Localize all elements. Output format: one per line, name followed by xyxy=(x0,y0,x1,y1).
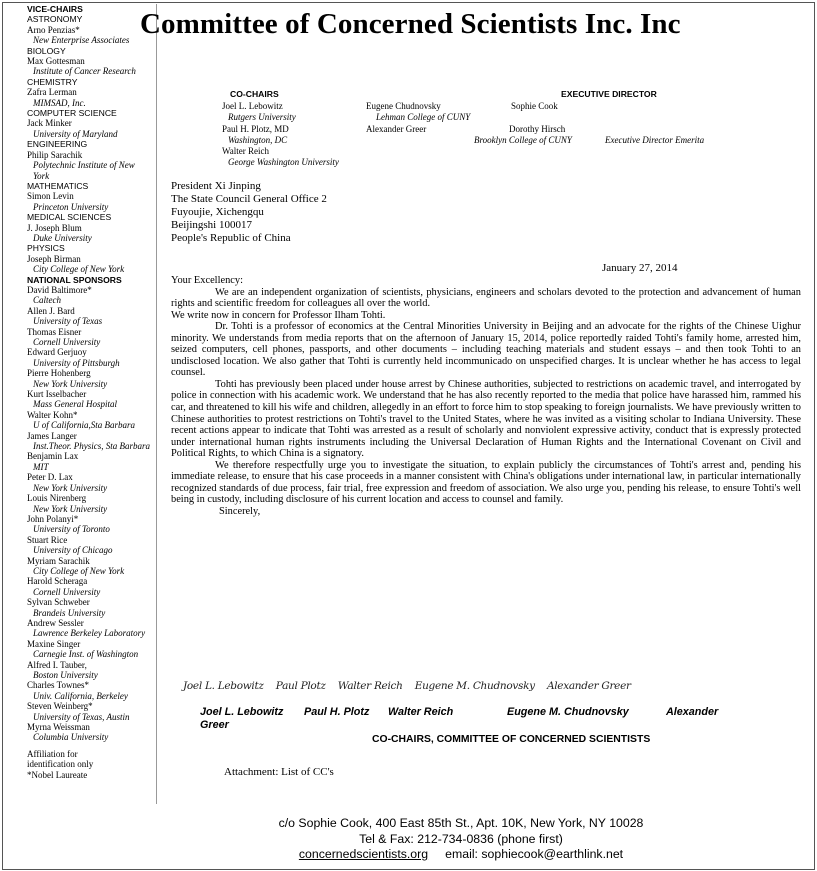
roster-section-heading: CHEMISTRY xyxy=(27,76,78,87)
roster-name: Kurt Isselbacher xyxy=(27,389,87,400)
roster-name: Stuart Rice xyxy=(27,534,68,545)
address-line: People's Republic of China xyxy=(171,232,291,244)
roster-name: Joseph Birman xyxy=(27,253,81,264)
roster-name: James Langer xyxy=(27,430,77,441)
roster-name: Peter D. Lax xyxy=(27,472,73,483)
emerita-affiliation: Brooklyn College of CUNY xyxy=(474,135,572,145)
roster-affiliation: University of Toronto xyxy=(33,524,110,535)
roster-name: Charles Townes* xyxy=(27,680,89,691)
roster-affiliation: Polytechnic Institute of New xyxy=(33,160,135,171)
roster-affiliation: University of Pittsburgh xyxy=(33,357,120,368)
roster-affiliation: Cornell University xyxy=(33,337,101,347)
roster-affiliation: University of Maryland xyxy=(33,128,118,139)
signature: Paul Plotz xyxy=(275,680,326,692)
roster-group-heading: VICE-CHAIRS xyxy=(27,4,83,14)
address-line: President Xi Jinping xyxy=(171,180,261,192)
executive-director-name: Sophie Cook xyxy=(511,101,558,111)
roster-name: John Polanyi* xyxy=(27,513,79,524)
roster-section-heading: BIOLOGY xyxy=(27,45,66,56)
signatory-name: Alexander xyxy=(666,706,719,718)
roster-name: Arno Penzias* xyxy=(27,24,80,35)
roster-affiliation: Lawrence Berkeley Laboratory xyxy=(33,628,146,639)
roster-group-heading: NATIONAL SPONSORS xyxy=(27,274,122,285)
roster-affiliation: Boston University xyxy=(33,670,98,680)
letterhead-title: Committee of Concerned Scientists Inc. Inc xyxy=(140,8,681,40)
roster-affiliation: City College of New York xyxy=(33,565,125,576)
roster-affiliation: New York University xyxy=(33,503,108,514)
roster-name: Zafra Lerman xyxy=(27,87,77,98)
roster-name: Walter Kohn* xyxy=(27,409,78,420)
cochairs-committee-line: CO-CHAIRS, COMMITTEE OF CONCERNED SCIENTISTS xyxy=(372,734,651,745)
signature: Walter Reich xyxy=(337,680,403,692)
roster-name: Philip Sarachik xyxy=(27,149,83,160)
roster-section-heading: MATHEMATICS xyxy=(27,180,89,191)
roster-section-heading: MEDICAL SCIENCES xyxy=(27,212,112,223)
roster-affiliation: Institute of Cancer Research xyxy=(33,66,136,77)
cochair-name: Paul H. Plotz, MD xyxy=(222,124,289,134)
roster-affiliation: University of Texas, Austin xyxy=(33,711,130,722)
paragraph: We are an independent organization of scientists, physicians, engineers and scholars devoted to the protection and advancement of human rights and scientific freedom for colleagues all over the world. xyxy=(171,286,801,310)
address-line: Fuyoujie, Xichengqu xyxy=(171,206,264,218)
roster-affiliation: Univ. California, Berkeley xyxy=(33,690,128,701)
email-link[interactable]: sophiecook@earthlink.net xyxy=(481,847,624,861)
roster-name: David Baltimore* xyxy=(27,284,92,295)
roster-name: Alfred I. Tauber, xyxy=(27,659,87,670)
roster-affiliation: Brandeis University xyxy=(33,607,106,618)
footer-contact xyxy=(226,847,696,863)
roster-section-heading: PHYSICS xyxy=(27,243,65,254)
recipient-address xyxy=(171,180,327,245)
roster-affiliation: Caltech xyxy=(33,295,61,306)
roster-name: Jack Minker xyxy=(27,118,72,129)
cochairs-heading: CO-CHAIRS xyxy=(230,89,279,99)
roster-affiliation: Duke University xyxy=(33,232,92,243)
attachment-note: Attachment: List of CC's xyxy=(224,766,334,778)
roster-name: Myriam Sarachik xyxy=(27,555,90,566)
address-line: The State Council General Office 2 xyxy=(171,193,327,205)
roster-affiliation: Carnegie Inst. of Washington xyxy=(33,649,139,660)
footer-address: c/o Sophie Cook, 400 East 85th St., Apt. 10K, New York, NY 10028 xyxy=(278,816,644,830)
roster-name: Edward Gerjuoy xyxy=(27,347,87,358)
cochair-affiliation: George Washington University xyxy=(228,157,339,167)
roster-affiliation: New York University xyxy=(33,378,108,389)
website-link[interactable]: concernedscientists.org xyxy=(298,847,429,861)
roster-name: Myrna Weissman xyxy=(27,722,90,733)
roster-affiliation: Columbia University xyxy=(33,732,109,743)
roster-name: Benjamin Lax xyxy=(27,451,79,462)
closing: Sincerely, xyxy=(219,505,261,517)
roster-name: Andrew Sessler xyxy=(27,617,84,628)
cochair-affiliation: Lehman College of CUNY xyxy=(376,112,471,122)
roster-affiliation: New York University xyxy=(33,482,108,493)
footnote-line: identification only xyxy=(27,759,94,770)
roster-affiliation: MIT xyxy=(33,461,49,472)
handwritten-signatures xyxy=(183,680,631,692)
roster-name: J. Joseph Blum xyxy=(27,222,82,233)
roster-name: Louis Nirenberg xyxy=(27,493,87,504)
roster-affiliation: New Enterprise Associates xyxy=(33,35,130,46)
cochair-name: Eugene Chudnovsky xyxy=(366,101,441,111)
roster-affiliation: Mass General Hospital xyxy=(33,399,117,410)
emerita-title: Executive Director Emerita xyxy=(605,135,705,145)
letterhead-footer xyxy=(226,816,696,863)
roster-name: Pierre Hohenberg xyxy=(27,368,91,379)
signature: Eugene M. Chudnovsky xyxy=(414,680,535,692)
signatory-name: Eugene M. Chudnovsky xyxy=(507,706,629,718)
signatory-name-continued: Greer xyxy=(200,719,229,731)
roster-name: Harold Scheraga xyxy=(27,576,88,587)
cochair-affiliation: Rutgers University xyxy=(228,112,296,122)
roster-affiliation: U of California,Sta Barbara xyxy=(33,420,136,431)
roster-affiliation: York xyxy=(33,170,50,181)
roster-affiliation: Inst.Theor. Physics, Sta Barbara xyxy=(33,441,150,452)
roster-footnote xyxy=(27,749,155,780)
cochair-name: Joel L. Lebowitz xyxy=(222,101,283,111)
roster-name: Simon Levin xyxy=(27,191,74,202)
roster-name: Max Gottesman xyxy=(27,56,85,67)
roster-affiliation: Cornell University xyxy=(33,586,101,597)
email-label: email: xyxy=(445,847,478,861)
executive-director-heading: EXECUTIVE DIRECTOR xyxy=(561,89,657,99)
footer-phone: Tel & Fax: 212-734-0836 (phone first) xyxy=(359,831,563,846)
paragraph: Tohti has previously been placed under house arrest by Chinese authorities, subjected to restrictions on academic travel, and interrogated by police in connection with his academic work. We understand that he has also recently reported to the media that police have harassed him, rammed his car, and threatened to kill his wife and children, allegedly in an effort to force him to stop speaking to foreign journalists. We have previously written to Chinese authorities to protest restrictions on Tohti's travel to the United States, where he was invited as a visiting scholar to Indiana University. These recent actions appear to indicate that Tohti was arrested as a result of scholarly and nonviolent expressive activity, conduct that is expressly protected under international human rights instruments including the Universal Declaration of Human Rights and the International Covenant on Civil and Political Rights, to which China is a signatory. xyxy=(171,378,801,460)
roster-name: Steven Weinberg* xyxy=(27,701,93,712)
roster-affiliation: University of Texas xyxy=(33,316,103,327)
roster-affiliation: City College of New York xyxy=(33,264,125,275)
signatory-name: Paul H. Plotz xyxy=(304,706,370,718)
signature: Alexander Greer xyxy=(546,680,631,692)
salutation: Your Excellency: xyxy=(171,275,243,286)
letter-body xyxy=(171,275,801,517)
paragraph: We write now in concern for Professor Ilham Tohti. xyxy=(171,309,386,321)
cochair-name: Alexander Greer xyxy=(366,124,427,134)
roster-affiliation: MIMSAD, Inc. xyxy=(33,97,86,108)
letter-date: January 27, 2014 xyxy=(602,262,678,274)
roster-section-heading: ASTRONOMY xyxy=(27,14,83,25)
paragraph: We therefore respectfully urge you to investigate the situation, to explain publicly the circumstances of Tohti's arrest and, pending his immediate release, to ensure that his case proceeds in a manner consistent with China's obligations under international law, in particular internationally recognized standards of due process, fair trial, free expression and freedom of association. We also urge you, pending his release, to ensure Tohti's well being in custody, including disclosure of his current location and access to counsel and family. xyxy=(171,459,801,506)
signatory-name: Walter Reich xyxy=(388,706,454,718)
roster-affiliation: Princeton University xyxy=(33,201,109,212)
roster-section-heading: ENGINEERING xyxy=(27,139,88,150)
footnote-line: *Nobel Laureate xyxy=(27,769,88,780)
roster-name: Maxine Singer xyxy=(27,638,81,649)
address-line: Beijingshi 100017 xyxy=(171,219,252,231)
signatory-name: Joel L. Lebowitz xyxy=(200,706,284,718)
footnote-line: Affiliation for xyxy=(27,748,78,759)
paragraph: Dr. Tohti is a professor of economics at the Central Minorities University in Beijing and an advocate for the rights of the Chinese Uighur minority. We understands from media reports that on the afternoon of January 15, 2014, police reportedly raided Tohti's family home, arrested him, seized computers, cell phones, passports, and other documents – including teaching materials and student essays – and then took Tohti to an undisclosed location. We also gather that Tohti is currently held incommunicado on unspecified charges. It is unclear whether he has access to legal counsel. xyxy=(171,321,801,379)
roster-name: Thomas Eisner xyxy=(27,326,82,337)
cochair-name: Walter Reich xyxy=(222,146,270,156)
executive-director-emerita-name: Dorothy Hirsch xyxy=(509,124,566,134)
roster-name: Allen J. Bard xyxy=(27,305,75,316)
roster-name: Sylvan Schweber xyxy=(27,597,90,608)
roster-affiliation: University of Chicago xyxy=(33,545,113,556)
cochair-affiliation: Washington, DC xyxy=(228,135,288,145)
signature: Joel L. Lebowitz xyxy=(183,680,264,692)
roster-section-heading: COMPUTER SCIENCE xyxy=(27,108,117,119)
sidebar-divider xyxy=(156,4,157,804)
sidebar-roster xyxy=(27,4,155,780)
